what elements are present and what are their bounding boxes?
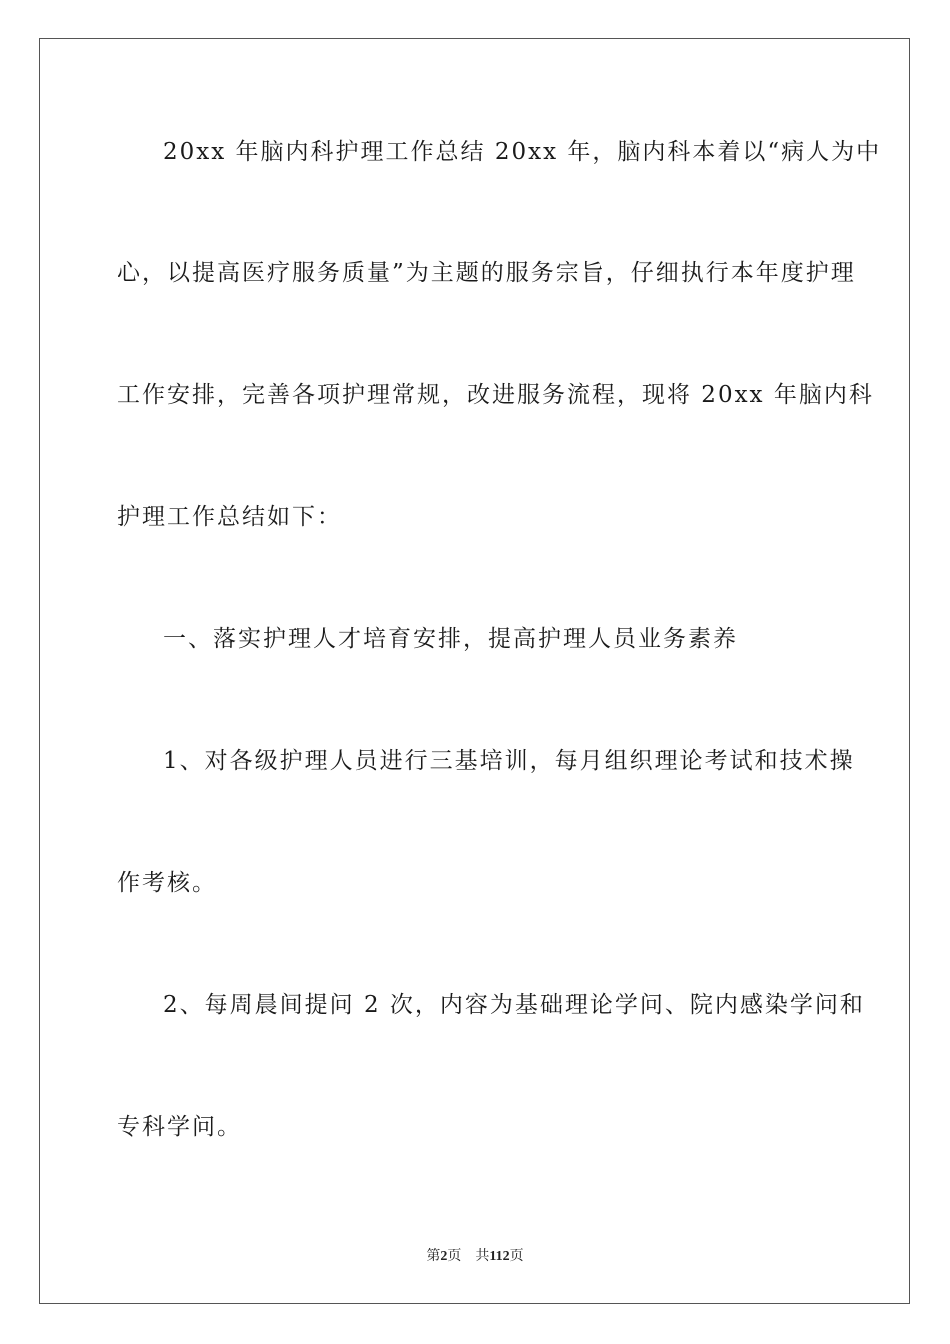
page-footer — [0, 1248, 950, 1266]
item-2-line-2: 专科学问。 — [117, 1114, 242, 1140]
paragraph-line-1: 20xx 年脑内科护理工作总结 20xx 年，脑内科本着以“病人为中 — [163, 139, 882, 165]
page-number: 2 — [440, 1249, 448, 1264]
page-suffix: 页 — [447, 1249, 462, 1264]
total-pages: 112 — [489, 1249, 510, 1264]
paragraph-line-3: 工作安排，完善各项护理常规，改进服务流程，现将 20xx 年脑内科 — [117, 382, 874, 408]
total-suffix: 页 — [509, 1249, 524, 1264]
paragraph-line-2: 心，以提高医疗服务质量”为主题的服务宗旨，仔细执行本年度护理 — [117, 260, 856, 286]
section-heading-1: 一、落实护理人才培育安排，提高护理人员业务素养 — [163, 626, 738, 652]
item-1-line-1: 1、对各级护理人员进行三基培训，每月组织理论考试和技术操 — [163, 748, 855, 774]
item-2-line-1: 2、每周晨间提问 2 次，内容为基础理论学问、院内感染学问和 — [163, 992, 865, 1018]
page-prefix: 第 — [426, 1249, 441, 1264]
paragraph-line-4: 护理工作总结如下： — [117, 504, 342, 530]
item-1-line-2: 作考核。 — [117, 870, 217, 896]
total-prefix: 共 — [475, 1249, 490, 1264]
